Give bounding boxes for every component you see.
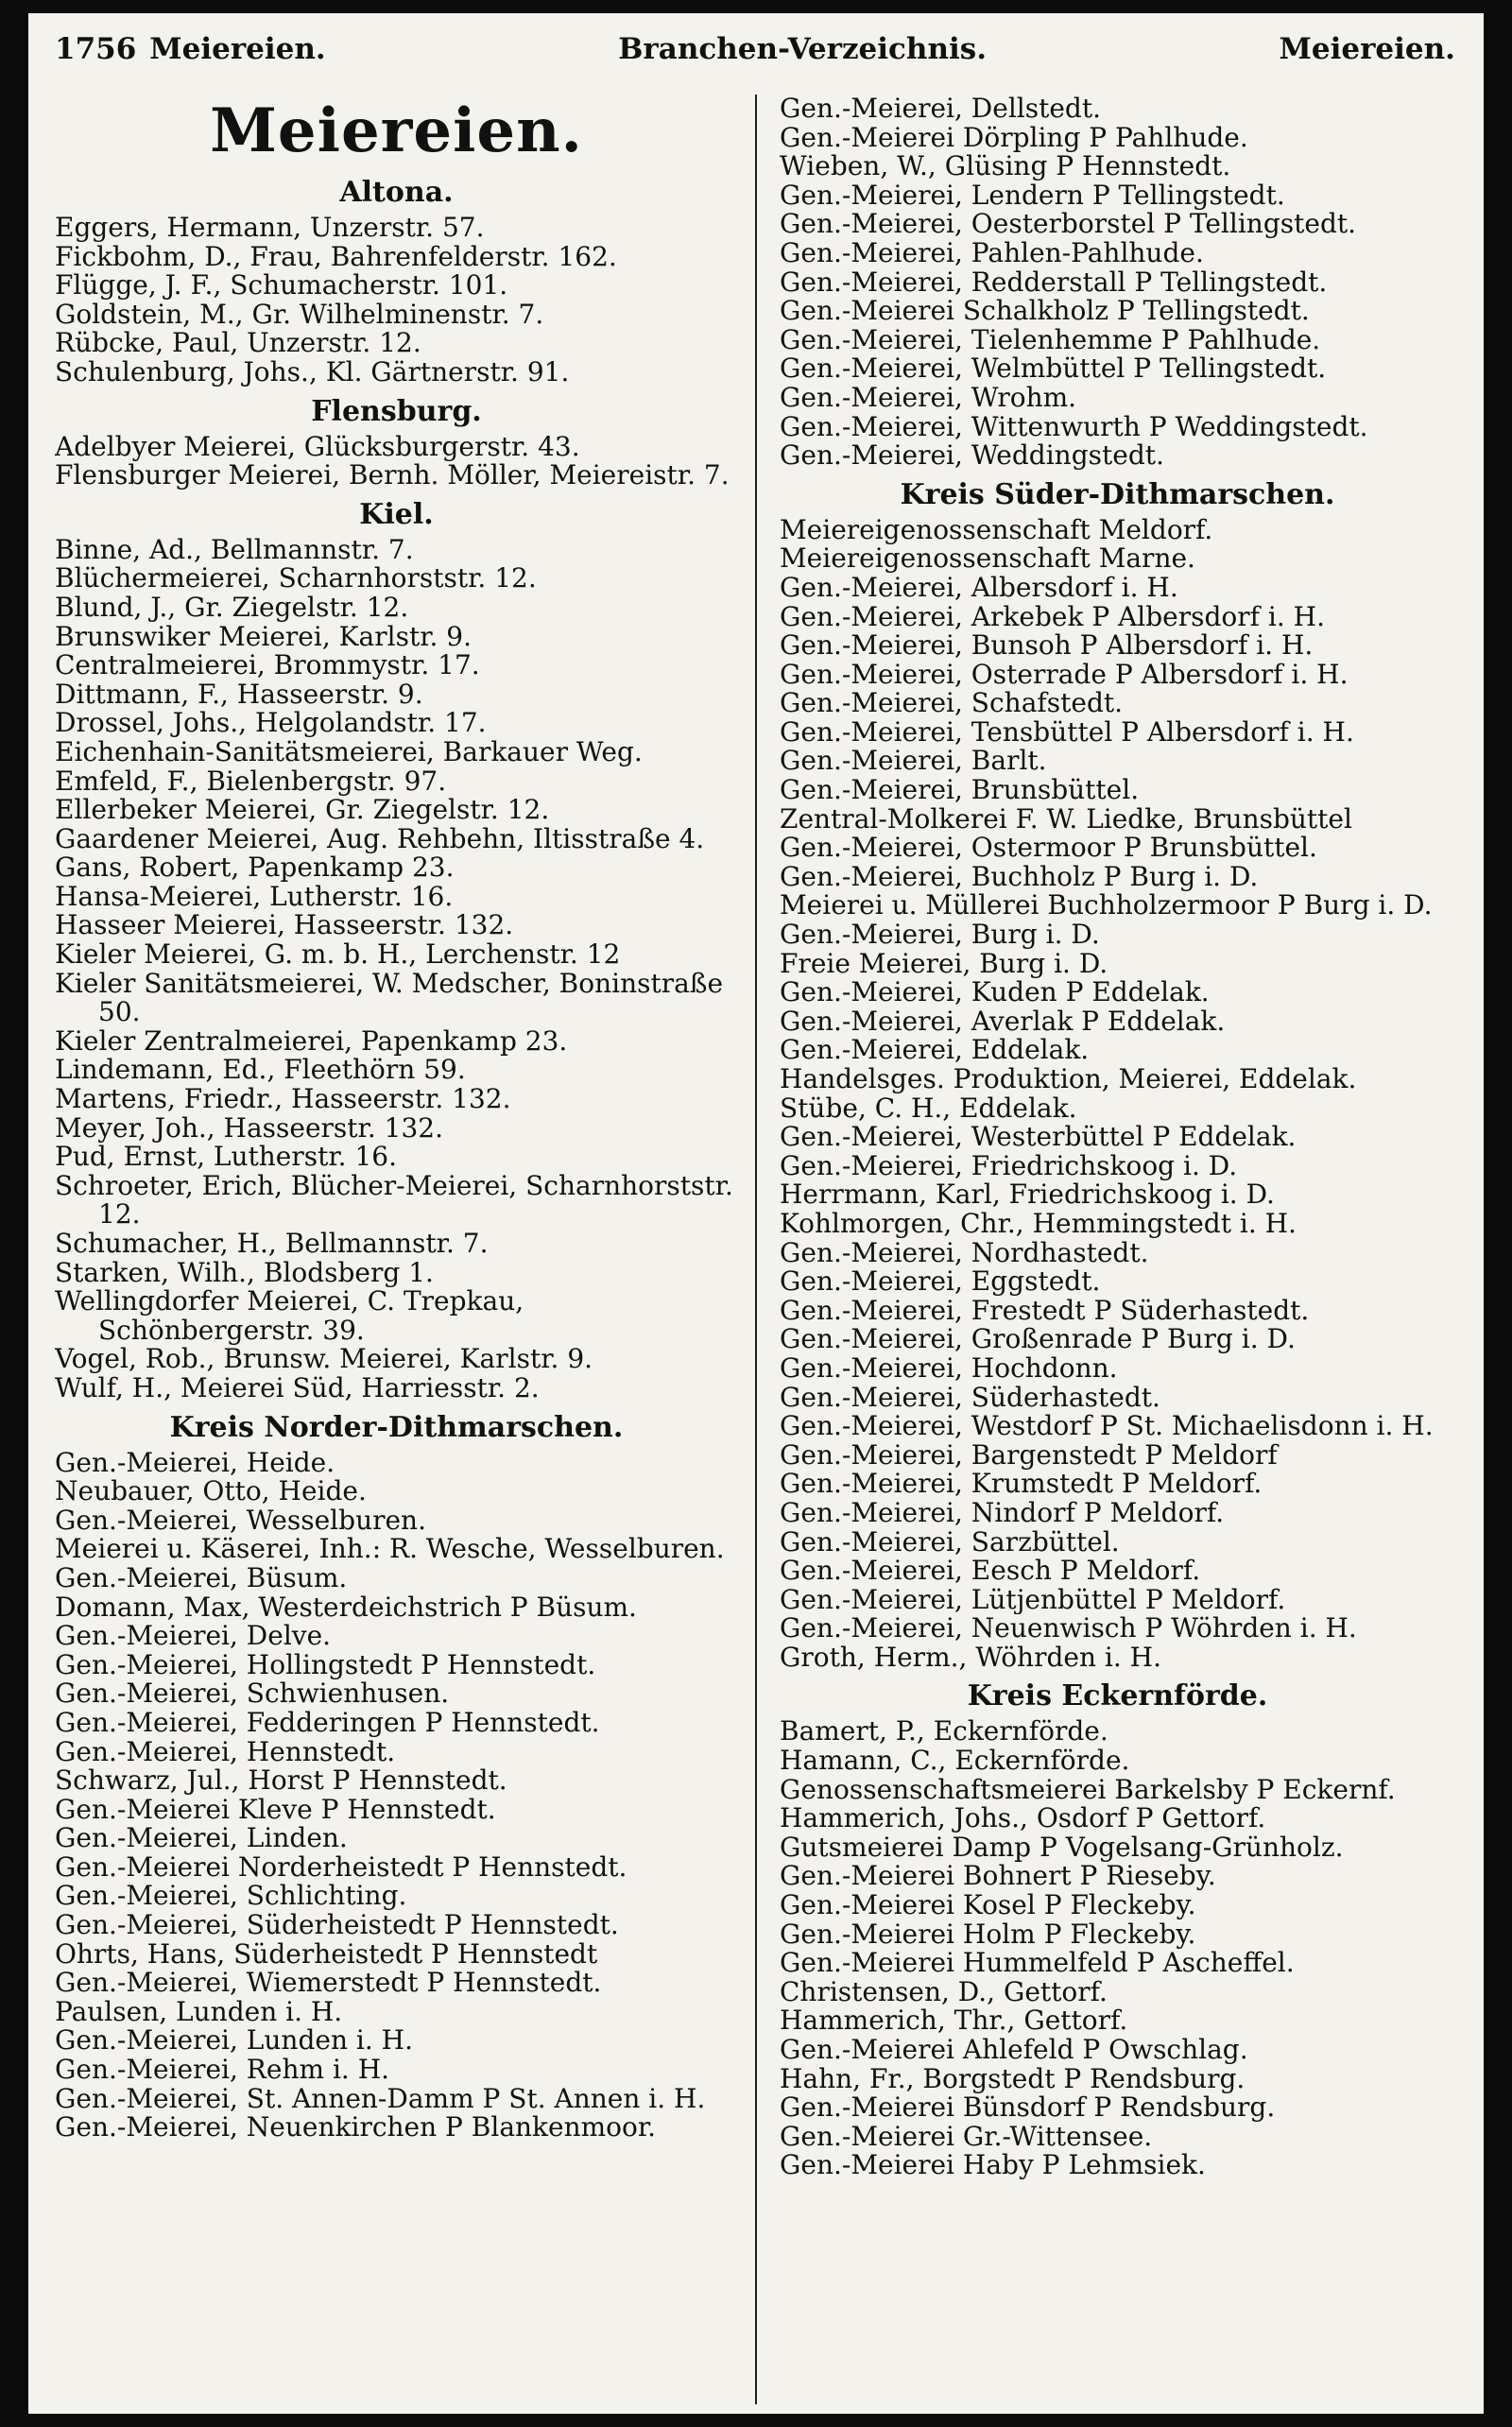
directory-entry: Gen.-Meierei, Westdorf P St. Michaelisdonn i. H.: [780, 1412, 1434, 1441]
directory-page: [28, 13, 1484, 2414]
directory-entry: Meierei u. Müllerei Buchholzermoor P Burg i. D.: [780, 891, 1433, 921]
directory-entry: Ohrts, Hans, Süderheistedt P Hennstedt: [55, 1939, 598, 1970]
directory-entry: Gen.-Meierei, Linden.: [55, 1824, 348, 1853]
directory-entry: Meyer, Joh., Hasseerstr. 132.: [55, 1113, 444, 1144]
directory-entry: Gen.-Meierei Kosel P Fleckeby.: [780, 1891, 1196, 1920]
directory-entry: Gen.-Meierei, St. Annen-Damm P St. Annen i. H.: [55, 2084, 706, 2114]
directory-entry: Meierei u. Käserei, Inh.: R. Wesche, Wesselburen.: [55, 1535, 725, 1564]
left-running-label: Meiereien.: [149, 32, 326, 66]
directory-entry: Gen.-Meierei, Burg i. D.: [780, 921, 1100, 950]
directory-entry: Gen.-Meierei, Rehm i. H.: [55, 2056, 390, 2085]
directory-entry: Gen.-Meierei, Wesselburen.: [55, 1506, 426, 1536]
directory-entry: Gen.-Meierei, Hochdonn.: [780, 1353, 1118, 1384]
section-heading-kreis-s-der-dithmarschen: Kreis Süder-Dithmarschen.: [900, 477, 1335, 511]
directory-entry: Hammerich, Johs., Osdorf P Gettorf.: [780, 1804, 1266, 1833]
directory-entry: Gen.-Meierei, Sarzbüttel.: [780, 1527, 1120, 1558]
directory-entry: Gaardener Meierei, Aug. Rehbehn, Iltisstraße 4.: [55, 824, 705, 854]
directory-entry: Gen.-Meierei, Eesch P Meldorf.: [780, 1557, 1201, 1586]
directory-entry: Gen.-Meierei Bohnert P Rieseby.: [780, 1862, 1216, 1892]
directory-entry: Gen.-Meierei, Lütjenbüttel P Meldorf.: [780, 1585, 1286, 1615]
directory-entry: Gen.-Meierei, Barlt.: [780, 747, 1047, 777]
directory-entry: Gen.-Meierei, Weddingstedt.: [780, 441, 1164, 471]
directory-entry: Christensen, D., Gettorf.: [780, 1977, 1108, 2007]
directory-entry: Gen.-Meierei, Eddelak.: [780, 1036, 1090, 1065]
directory-entry: Binne, Ad., Bellmannstr. 7.: [55, 535, 414, 565]
directory-entry: Dittmann, F., Hasseerstr. 9.: [55, 680, 423, 710]
directory-entry: Gen.-Meierei Ahlefeld P Owschlag.: [780, 2036, 1248, 2065]
directory-entry: Emfeld, F., Bielenbergstr. 97.: [55, 766, 447, 797]
directory-entry: Gen.-Meierei, Großenrade P Burg i. D.: [780, 1325, 1296, 1354]
directory-entry: Flügge, J. F., Schumacherstr. 101.: [55, 271, 508, 301]
directory-entry: Gen.-Meierei, Eggstedt.: [780, 1267, 1101, 1297]
directory-entry: Kieler Meierei, G. m. b. H., Lerchenstr. 12: [55, 940, 621, 970]
directory-entry: Gen.-Meierei, Oesterborstel P Tellingstedt.: [780, 210, 1357, 239]
directory-entry: Gen.-Meierei, Schwienhusen.: [55, 1679, 450, 1709]
section-heading-kreis-eckernf-rde: Kreis Eckernförde.: [967, 1679, 1268, 1713]
directory-entry: Zentral-Molkerei F. W. Liedke, Brunsbüttel: [780, 804, 1352, 835]
directory-entry: Blüchermeierei, Scharnhorststr. 12.: [55, 564, 537, 594]
directory-entry: Neubauer, Otto, Heide.: [55, 1477, 367, 1506]
main-heading: Meiereien.: [210, 95, 583, 166]
directory-entry: Stübe, C. H., Eddelak.: [780, 1093, 1077, 1124]
running-head-left: [55, 32, 326, 66]
directory-entry: Schumacher, H., Bellmannstr. 7.: [55, 1230, 489, 1259]
directory-entry: Gen.-Meierei, Frestedt P Süderhastedt.: [780, 1296, 1310, 1326]
directory-entry: Eggers, Hermann, Unzerstr. 57.: [55, 214, 485, 243]
directory-entry: Gen.-Meierei, Brunsbüttel.: [780, 776, 1140, 805]
directory-entry: Gen.-Meierei, Osterrade P Albersdorf i. H.: [780, 660, 1349, 690]
directory-entry: Gen.-Meierei, Wiemerstedt P Hennstedt.: [55, 1969, 602, 1998]
directory-entry: Gen.-Meierei, Süderheistedt P Hennstedt.: [55, 1911, 619, 1940]
directory-entry: Gen.-Meierei, Schlichting.: [55, 1882, 407, 1912]
directory-entry: Gen.-Meierei, Tensbüttel P Albersdorf i. H.: [780, 717, 1354, 748]
directory-entry: Martens, Friedr., Hasseerstr. 132.: [55, 1085, 511, 1114]
running-head: [55, 32, 1455, 76]
directory-entry: Gen.-Meierei, Bargenstedt P Meldorf: [780, 1440, 1278, 1471]
directory-entry: Kieler Zentralmeierei, Papenkamp 23.: [55, 1026, 568, 1057]
directory-entry: Domann, Max, Westerdeichstrich P Büsum.: [55, 1592, 637, 1623]
directory-entry: Gen.-Meierei, Neuenwisch P Wöhrden i. H.: [780, 1614, 1357, 1644]
directory-entry: Bamert, P., Eckernförde.: [780, 1717, 1108, 1747]
directory-entry: Gen.-Meierei, Schafstedt.: [780, 689, 1124, 718]
directory-entry: Gen.-Meierei, Westerbüttel P Eddelak.: [780, 1123, 1297, 1152]
directory-entry: Gen.-Meierei, Lunden i. H.: [55, 2026, 413, 2057]
directory-entry: Gen.-Meierei, Pahlen-Pahlhude.: [780, 238, 1204, 268]
directory-entry: Meiereigenossenschaft Meldorf.: [780, 515, 1213, 545]
directory-entry: Gen.-Meierei, Delve.: [55, 1622, 332, 1651]
directory-entry: Starken, Wilh., Blodsberg 1.: [55, 1258, 434, 1288]
directory-entry: Gen.-Meierei, Hennstedt.: [55, 1737, 396, 1767]
running-head-right-label: Meiereien.: [1279, 32, 1455, 66]
directory-entry: Vogel, Rob., Brunsw. Meierei, Karlstr. 9.: [55, 1345, 593, 1374]
directory-entry: Gen.-Meierei, Tielenhemme P Pahlhude.: [780, 325, 1321, 355]
directory-entry: Gen.-Meierei, Bunsoh P Albersdorf i. H.: [780, 631, 1314, 661]
directory-entry: Gen.-Meierei Holm P Fleckeby.: [780, 1919, 1196, 1950]
directory-entry: Gans, Robert, Papenkamp 23.: [55, 853, 455, 883]
directory-entry: Schulenburg, Johs., Kl. Gärtnerstr. 91.: [55, 357, 570, 387]
directory-entry: Hahn, Fr., Borgstedt P Rendsburg.: [780, 2064, 1246, 2094]
page-number: 1756: [55, 32, 137, 66]
directory-entry: Paulsen, Lunden i. H.: [55, 1997, 343, 2027]
section-heading-kiel: Kiel.: [359, 497, 434, 531]
directory-entry: Eichenhain-Sanitätsmeierei, Barkauer Weg.: [55, 737, 643, 767]
directory-entry: Centralmeierei, Brommystr. 17.: [55, 651, 480, 680]
section-heading-kreis-norder-dithmarschen: Kreis Norder-Dithmarschen.: [169, 1410, 624, 1444]
section-heading-flensburg: Flensburg.: [311, 394, 482, 428]
directory-entry: Gen.-Meierei Hummelfeld P Ascheffel.: [780, 1949, 1295, 1978]
directory-entry: Rübcke, Paul, Unzerstr. 12.: [55, 329, 421, 358]
directory-entry: Gen.-Meierei, Neuenkirchen P Blankenmoor.: [55, 2113, 657, 2143]
directory-entry: Drossel, Johs., Helgolandstr. 17.: [55, 709, 487, 738]
directory-entry: Schwarz, Jul., Horst P Hennstedt.: [55, 1766, 507, 1796]
directory-entry: Hammerich, Thr., Gettorf.: [780, 2006, 1128, 2036]
directory-entry: Goldstein, M., Gr. Wilhelminenstr. 7.: [55, 300, 544, 330]
running-head-center-title: Branchen-Verzeichnis.: [618, 32, 988, 66]
directory-entry: Brunswiker Meierei, Karlstr. 9.: [55, 622, 472, 652]
directory-entry: Gen.-Meierei, Ostermoor P Brunsbüttel.: [780, 834, 1317, 863]
directory-entry: Gen.-Meierei Kleve P Hennstedt.: [55, 1795, 496, 1825]
directory-entry: Kieler Sanitätsmeierei, W. Medscher, Boninstraße 50.: [55, 969, 724, 1027]
directory-entry: Gen.-Meierei, Averlak P Eddelak.: [780, 1007, 1226, 1037]
directory-entry: Blund, J., Gr. Ziegelstr. 12.: [55, 593, 409, 623]
directory-entry: Handelsges. Produktion, Meierei, Eddelak.: [780, 1065, 1357, 1094]
directory-entry: Gen.-Meierei Haby P Lehmsiek.: [780, 2151, 1206, 2180]
directory-entry: Gen.-Meierei, Arkebek P Albersdorf i. H.: [780, 602, 1325, 632]
directory-entry: Gen.-Meierei, Krumstedt P Meldorf.: [780, 1470, 1263, 1499]
directory-entry: Gen.-Meierei, Heide.: [55, 1448, 335, 1478]
section-heading-altona: Altona.: [339, 176, 454, 209]
directory-entry: Gen.-Meierei, Büsum.: [55, 1563, 348, 1593]
directory-entry: Gen.-Meierei, Nordhastedt.: [780, 1238, 1149, 1268]
directory-entry: Gen.-Meierei Dörpling P Pahlhude.: [780, 123, 1248, 153]
directory-entry: Pud, Ernst, Lutherstr. 16.: [55, 1143, 398, 1172]
directory-entry: Kohlmorgen, Chr., Hemmingstedt i. H.: [780, 1209, 1297, 1239]
directory-entry: Flensburger Meierei, Bernh. Möller, Meiereistr. 7.: [55, 461, 730, 491]
directory-entry: Hansa-Meierei, Lutherstr. 16.: [55, 882, 454, 912]
directory-entry: Genossenschaftsmeierei Barkelsby P Eckernf.: [780, 1775, 1396, 1805]
directory-entry: Gen.-Meierei, Redderstall P Tellingstedt.: [780, 267, 1328, 298]
directory-entry: Lindemann, Ed., Fleethörn 59.: [55, 1056, 466, 1086]
directory-entry: Hamann, C., Eckernförde.: [780, 1747, 1130, 1776]
directory-entry: Meiereigenossenschaft Marne.: [780, 544, 1195, 574]
directory-entry: Gen.-Meierei, Lendern P Tellingstedt.: [780, 181, 1285, 211]
columns: [55, 95, 1455, 2404]
directory-entry: Gen.-Meierei, Hollingstedt P Hennstedt.: [55, 1650, 596, 1680]
left-column: [55, 95, 755, 2404]
directory-entry: Gen.-Meierei, Süderhastedt.: [780, 1383, 1160, 1413]
directory-entry: Gen.-Meierei, Friedrichskoog i. D.: [780, 1151, 1238, 1181]
directory-entry: Gen.-Meierei, Wittenwurth P Weddingstedt.: [780, 412, 1368, 442]
directory-entry: Gen.-Meierei, Wrohm.: [780, 383, 1077, 413]
directory-entry: Gen.-Meierei, Albersdorf i. H.: [780, 573, 1178, 603]
directory-entry: Groth, Herm., Wöhrden i. H.: [780, 1643, 1161, 1673]
directory-entry: Gen.-Meierei, Kuden P Eddelak.: [780, 978, 1210, 1007]
right-column: [755, 95, 1455, 2404]
directory-entry: Gen.-Meierei, Welmbüttel P Tellingstedt.: [780, 354, 1327, 384]
directory-entry: Gen.-Meierei Norderheistedt P Hennstedt.: [55, 1852, 627, 1883]
directory-entry: Adelbyer Meierei, Glücksburgerstr. 43.: [55, 432, 580, 462]
directory-entry: Gen.-Meierei, Fedderingen P Hennstedt.: [55, 1708, 600, 1738]
directory-entry: Herrmann, Karl, Friedrichskoog i. D.: [780, 1180, 1275, 1210]
directory-entry: Gen.-Meierei Gr.-Wittensee.: [780, 2122, 1153, 2152]
directory-entry: Freie Meierei, Burg i. D.: [780, 949, 1108, 979]
directory-entry: Gutsmeierei Damp P Vogelsang-Grünholz.: [780, 1833, 1344, 1863]
directory-entry: Wulf, H., Meierei Süd, Harriesstr. 2.: [55, 1373, 540, 1403]
directory-entry: Wieben, W., Glüsing P Hennstedt.: [780, 152, 1231, 181]
directory-entry: Ellerbeker Meierei, Gr. Ziegelstr. 12.: [55, 796, 550, 825]
directory-entry: Gen.-Meierei, Nindorf P Meldorf.: [780, 1498, 1225, 1528]
directory-entry: Gen.-Meierei, Buchholz P Burg i. D.: [780, 862, 1259, 892]
directory-entry: Gen.-Meierei Schalkholz P Tellingstedt.: [780, 297, 1310, 326]
directory-entry: Gen.-Meierei Bünsdorf P Rendsburg.: [780, 2093, 1276, 2123]
directory-entry: Fickbohm, D., Frau, Bahrenfelderstr. 162.: [55, 242, 617, 272]
directory-entry: Hasseer Meierei, Hasseerstr. 132.: [55, 911, 514, 941]
directory-entry: Gen.-Meierei, Dellstedt.: [780, 95, 1102, 124]
directory-entry: Wellingdorfer Meierei, C. Trepkau, Schönbergerstr. 39.: [55, 1287, 524, 1346]
directory-entry: Schroeter, Erich, Blücher-Meierei, Scharnhorststr. 12.: [55, 1171, 733, 1230]
